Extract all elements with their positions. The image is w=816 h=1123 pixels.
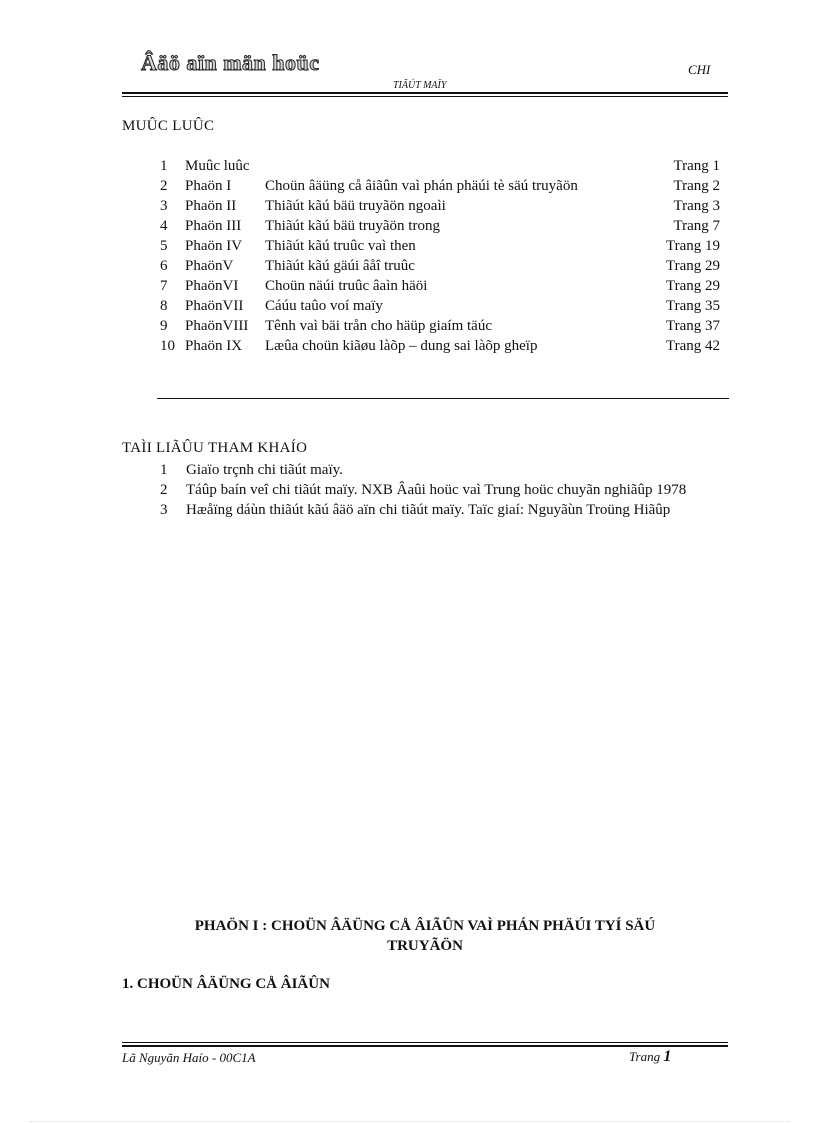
toc-row-number: 10 — [160, 338, 175, 354]
toc-row-part: Phaön IV — [185, 238, 243, 254]
toc-row-page: Trang 1 — [673, 158, 720, 174]
toc-row-page: Trang 35 — [665, 298, 720, 314]
toc-row-description: Thiãút kãú bäü truyãön ngoaìi — [265, 198, 446, 214]
toc-row-page: Trang 37 — [665, 318, 720, 334]
reference-text: Hæåïng dáùn thiãút kãú âäö aïn chi tiãút maïy. Taïc giaí: Nguyãùn Troüng Hiãûp — [186, 502, 671, 518]
toc-row — [160, 336, 720, 356]
part-title-line2: TRUYÃÖN — [387, 938, 463, 954]
toc-row-description: Thiãút kãú truûc vaì then — [265, 238, 416, 254]
toc-row — [160, 176, 720, 196]
reference-number: 1 — [160, 462, 168, 478]
toc-row-part: Phaön I — [185, 178, 232, 194]
document-header-title: Âäö aïn män hoüc — [141, 50, 320, 75]
toc-row-description: Choün näúi truûc âaìn häöi — [265, 278, 428, 294]
toc-row-part: Phaön III — [185, 218, 242, 234]
toc-row-description: Choün âäüng cå âiãûn vaì phán phäúi tè säú truyãön — [265, 178, 578, 194]
toc-row-number: 3 — [160, 198, 168, 214]
toc-row-description: Thiãút kãú bäü truyãön trong — [265, 218, 440, 234]
reference-item — [160, 500, 725, 520]
references-heading: TAÌI LIÃÛU THAM KHAÍO — [122, 440, 308, 456]
toc-row-part: PhaönV — [185, 258, 234, 274]
reference-text: Táûp baín veî chi tiãút maïy. NXB Âaûi hoüc vaì Trung hoüc chuyãn nghiãûp 1978 — [186, 482, 687, 498]
footer-page-number: 1 — [663, 1048, 672, 1065]
toc-row-number: 2 — [160, 178, 168, 194]
toc-row-page: Trang 29 — [665, 258, 720, 274]
footer-author: Lã Nguyãn Haío - 00C1A — [122, 1050, 256, 1065]
toc-row-number: 6 — [160, 258, 168, 274]
footer-page — [629, 1048, 671, 1066]
toc-heading: MUÛC LUÛC — [122, 118, 215, 134]
toc-row-part: Muûc luûc — [185, 158, 250, 174]
page-bottom-edge — [30, 1121, 790, 1122]
toc-row-number: 4 — [160, 218, 168, 234]
toc-row-description: Thiãút kãú gäúi âåî truûc — [265, 258, 415, 274]
toc-row — [160, 216, 720, 236]
section-title: 1. CHOÜN ÂÄÜNG CÅ ÂIÃÛN — [122, 976, 330, 992]
toc-row-part: PhaönVI — [185, 278, 239, 294]
toc-row — [160, 156, 720, 176]
toc-row-part: PhaönVIII — [185, 318, 249, 334]
reference-number: 3 — [160, 502, 168, 518]
header-subtitle: TIÃÚT MAÏY — [393, 80, 447, 91]
reference-item — [160, 460, 725, 480]
toc-row — [160, 236, 720, 256]
part-title — [122, 916, 728, 956]
toc-divider — [157, 398, 729, 399]
toc-row — [160, 276, 720, 296]
toc-row-page: Trang 3 — [673, 198, 720, 214]
toc-row-number: 9 — [160, 318, 168, 334]
toc-row-number: 5 — [160, 238, 168, 254]
toc-row-number: 8 — [160, 298, 168, 314]
header-right-text: CHI — [688, 62, 711, 77]
references-list — [160, 460, 725, 520]
toc-row-part: Phaön II — [185, 198, 237, 214]
part-title-line1: PHAÖN I : CHOÜN ÂÄÜNG CÅ ÂIÃÛN VAÌ PHÁN PHÄÚI TYÍ SÄÚ — [194, 918, 656, 934]
reference-text: Giaïo trçnh chi tiãút maïy. — [186, 462, 343, 478]
reference-number: 2 — [160, 482, 168, 498]
footer-rule — [122, 1042, 728, 1047]
toc-row — [160, 196, 720, 216]
toc-list — [160, 156, 720, 356]
toc-row-page: Trang 7 — [673, 218, 720, 234]
toc-row-page: Trang 2 — [673, 178, 720, 194]
toc-row — [160, 296, 720, 316]
footer-page-label: Trang — [629, 1049, 661, 1064]
toc-row-page: Trang 29 — [665, 278, 720, 294]
toc-row-number: 7 — [160, 278, 168, 294]
toc-row-description: Cáúu taûo voí maïy — [265, 298, 383, 314]
toc-row-description: Læûa choün kiãøu làõp – dung sai làõp gheïp — [265, 338, 538, 354]
toc-row-part: Phaön IX — [185, 338, 243, 354]
header-rule — [122, 92, 728, 97]
toc-row — [160, 316, 720, 336]
toc-row — [160, 256, 720, 276]
toc-row-page: Trang 19 — [665, 238, 720, 254]
reference-item — [160, 480, 725, 500]
toc-row-page: Trang 42 — [665, 338, 720, 354]
toc-row-number: 1 — [160, 158, 168, 174]
toc-row-description: Tênh vaì bäi trån cho häüp giaím täúc — [265, 318, 492, 334]
toc-row-part: PhaönVII — [185, 298, 244, 314]
